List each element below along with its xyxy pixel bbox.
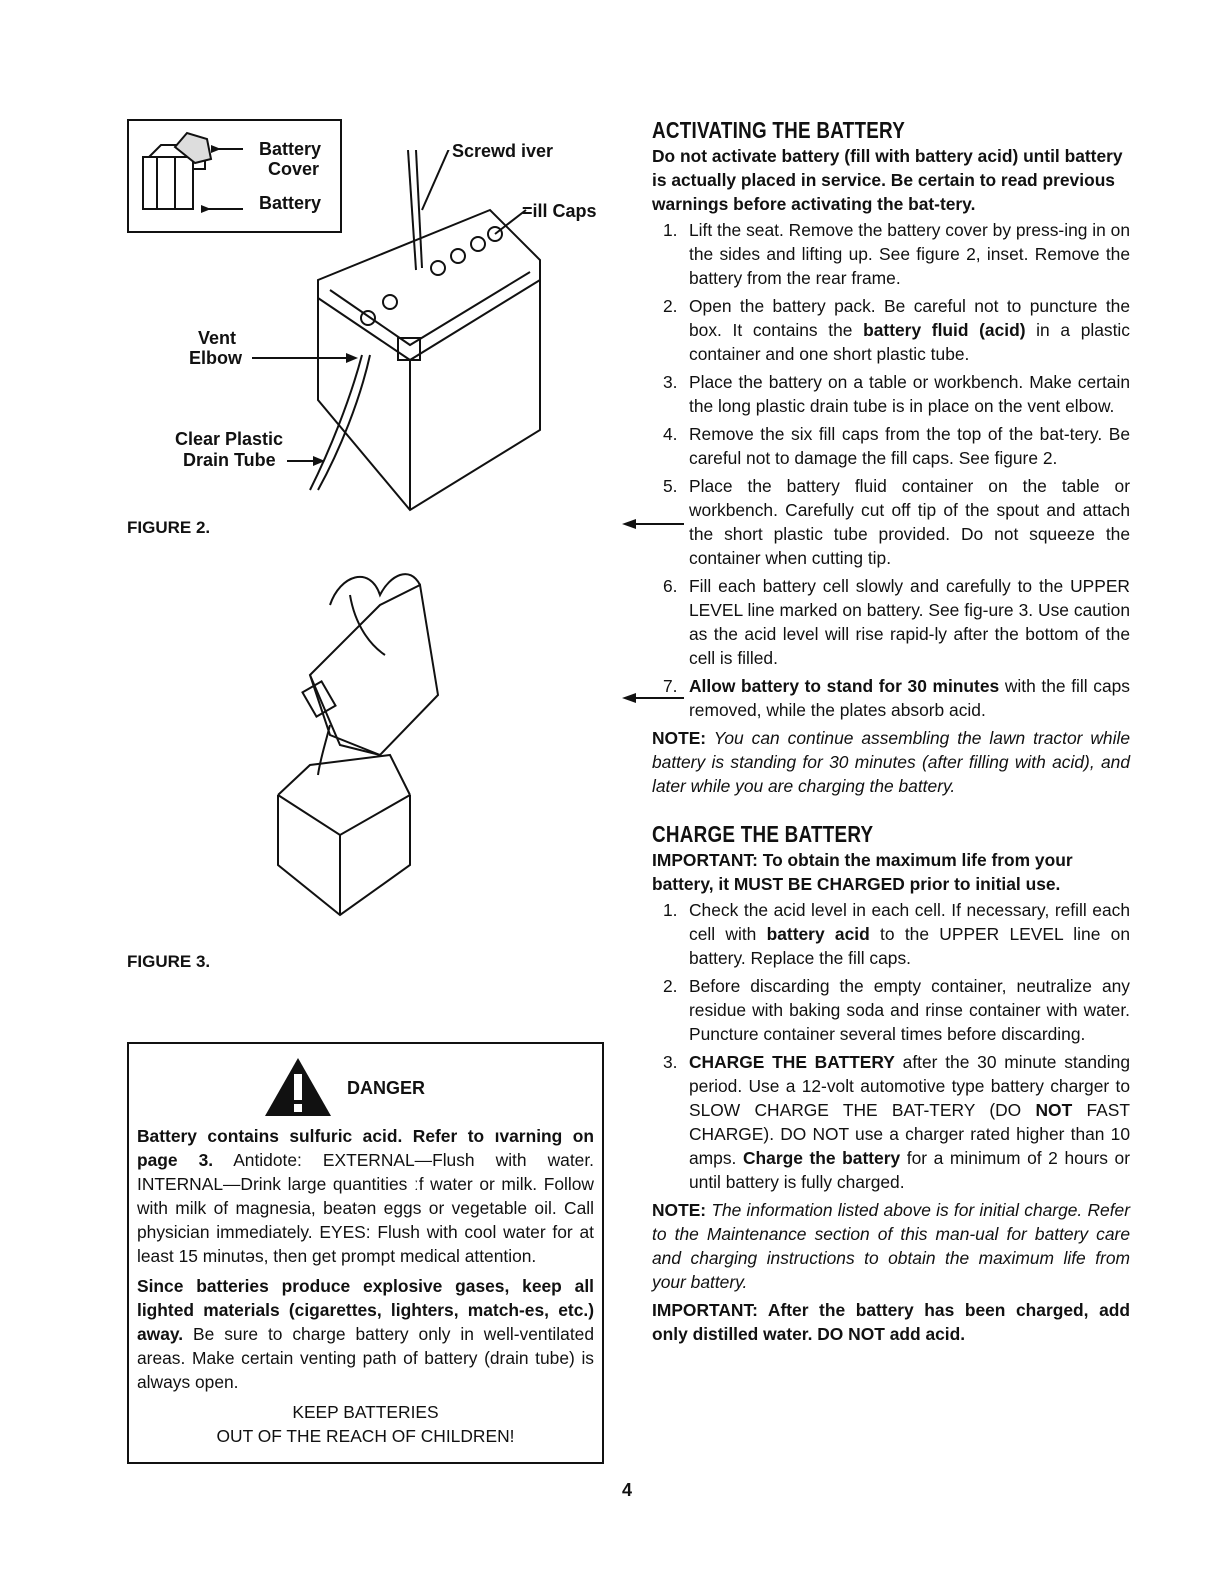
pouring-acid-illustration [270, 565, 440, 935]
step-text: FAST CHARGE). DO NOT use a charger rated higher than 10 amps. [689, 1100, 1130, 1168]
figure3-caption: FIGURE 3. [127, 952, 211, 971]
danger-p1-text: Antidote: EXTERNAL—Flush with water. INTERNAL—Drink large quantities ːf water or milk. Follow with milk of magnesia, beatən eggs or vegetable oil. Call physician immediately. EYES: Flush with cool water for at least 15 minutəs, then get prompt medical attention. [137, 1150, 594, 1266]
charge-note [652, 1198, 1130, 1294]
danger-p2-bold: Since batteries produce explosive gases, keep all lighted materials (cigarettes, lighters, match-es, etc.) away. [137, 1276, 594, 1344]
list-item [652, 1050, 1130, 1194]
step-number: 1. [663, 900, 678, 920]
list-item [652, 974, 1130, 1046]
step-number: 6. [663, 576, 678, 596]
step-text: Before discarding the empty container, neutralize any residue with baking soda and rinse container with water. Puncture container several times before discarding. [689, 976, 1130, 1044]
danger-p1-bold: Battery contains sulfuric acid. Refer to ıvarning on page 3. [137, 1126, 594, 1170]
step-number: 3. [663, 1052, 678, 1072]
step-number: 3. [663, 372, 678, 392]
step-number: 5. [663, 476, 678, 496]
charge-steps [652, 898, 1130, 1194]
page-number: 4 [622, 1480, 633, 1500]
step-text-bold: Charge the battery [742, 1148, 901, 1168]
charge-lead: IMPORTANT: To obtain the maximum life from your battery, it MUST BE CHARGED prior to initial use. [652, 850, 1073, 894]
activating-steps [652, 218, 1130, 722]
note-label: NOTE: [652, 1200, 707, 1220]
list-item [652, 370, 1130, 418]
inset-label-battery: Battery [259, 193, 322, 213]
step-text: Fill each battery cell slowly and carefully to the UPPER LEVEL line marked on battery. See fig-ure 3. Use caution as the acid level will rise rapid-ly after the bottom of the cell is filled. [689, 576, 1130, 668]
activating-note [652, 726, 1130, 798]
step-text: in a plastic container and one short plastic tube. [689, 320, 1130, 364]
callout-fill-caps: =ill Caps [522, 201, 597, 221]
step-text: Open the battery pack. Be careful not to puncture the box. It contains the [689, 296, 1130, 340]
danger-title: DANGER [347, 1078, 426, 1098]
danger-box [127, 1042, 604, 1464]
list-item [652, 674, 1130, 722]
danger-paragraph-2 [137, 1274, 594, 1394]
callout-drain-2: Drain Tube [183, 450, 276, 470]
list-item [652, 218, 1130, 290]
step-text: after the 30 minute standing period. Use a 12-volt automotive type battery charger to SLOW CHARGE THE BAT-TERY (DO [689, 1052, 1130, 1120]
danger-keep-1: KEEP BATTERIES [292, 1402, 439, 1422]
margin-arrow-left-icon [622, 691, 684, 705]
activating-lead: Do not activate battery (fill with battery acid) until battery is actually placed in service. Be certain to read previous warnings before activating the bat-tery. [652, 146, 1123, 214]
list-item [652, 294, 1130, 366]
step-text-bold: battery fluid (acid) [863, 320, 1026, 340]
list-item [652, 474, 1130, 570]
charge-heading: CHARGE THE BATTERY [652, 821, 874, 847]
list-item [652, 422, 1130, 470]
inset-label-battery-cover-2: Cover [268, 159, 320, 179]
step-text-bold: battery acid [766, 924, 870, 944]
instructions-column [652, 116, 1130, 1350]
callout-screwdriver: Screwd iver [452, 141, 554, 161]
callout-vent-2: Elbow [189, 348, 242, 368]
step-number: 1. [663, 220, 678, 240]
important-text: After the battery has been charged, add only distilled water. DO NOT add acid. [652, 1300, 1130, 1344]
step-text-bold: CHARGE THE BATTERY [689, 1052, 895, 1072]
danger-paragraph-1 [137, 1124, 594, 1268]
warning-triangle-icon [263, 1056, 333, 1118]
battery-with-screwdriver-illustration [290, 150, 550, 520]
note-label: NOTE: [652, 728, 707, 748]
charge-important [652, 1298, 1130, 1346]
step-number: 7. [663, 676, 678, 696]
inset-label-battery-cover-1: Battery [259, 139, 322, 159]
step-text: for a minimum of 2 hours or until battery is fully charged. [689, 1148, 1131, 1192]
note-text: The information listed above is for initial charge. Refer to the Maintenance section of this man-ual for battery care and charging instructions to obtain the maximum life from your battery. [652, 1200, 1130, 1292]
list-item [652, 574, 1130, 670]
danger-p2-text: Be sure to charge battery only in well-ventilated areas. Make certain venting path of battery (drain tube) is always open. [137, 1324, 594, 1392]
inset-battery-illustration [135, 129, 245, 224]
activating-heading: ACTIVATING THE BATTERY [652, 117, 906, 143]
vent-elbow-arrow-icon [252, 352, 362, 368]
step-text: with the fill caps removed, while the plates absorb acid. [689, 676, 1130, 720]
figure2-caption: FIGURE 2. [127, 518, 211, 537]
callout-vent-1: Vent [198, 328, 237, 348]
step-text: to the UPPER LEVEL line on battery. Replace the fill caps. [689, 924, 1131, 968]
danger-keep-2: OUT OF THE REACH OF CHILDREN! [216, 1426, 515, 1446]
step-text: Remove the six fill caps from the top of the bat-tery. Be careful not to damage the fill caps. See figure 2. [689, 424, 1130, 468]
callout-drain-1: Clear Plastic [175, 429, 284, 449]
step-text: Check the acid level in each cell. If necessary, refill each cell with [689, 900, 1130, 944]
important-label: IMPORTANT: [652, 1300, 758, 1320]
step-text-bold: Allow battery to stand for 30 minutes [689, 676, 1000, 696]
step-text: Place the battery fluid container on the table or workbench. Carefully cut off tip of the spout and attach the short plastic tube provided. Do not squeeze the container when cutting tip. [689, 476, 1130, 568]
drain-tube-arrow-icon [287, 455, 327, 469]
step-text: Place the battery on a table or workbench. Make certain the long plastic drain tube is in place on the vent elbow. [689, 372, 1130, 416]
step-number: 2. [663, 976, 678, 996]
note-text: You can continue assembling the lawn tractor while battery is standing for 30 minutes (after filling with acid), and later while you are charging the battery. [652, 728, 1130, 796]
margin-arrow-left-icon [622, 517, 684, 531]
step-text: Lift the seat. Remove the battery cover by press-ing in on the sides and lifting up. See figure 2, inset. Remove the battery from the rear frame. [689, 220, 1130, 288]
step-text-bold: NOT [1035, 1100, 1073, 1120]
list-item [652, 898, 1130, 970]
step-number: 2. [663, 296, 678, 316]
step-number: 4. [663, 424, 678, 444]
